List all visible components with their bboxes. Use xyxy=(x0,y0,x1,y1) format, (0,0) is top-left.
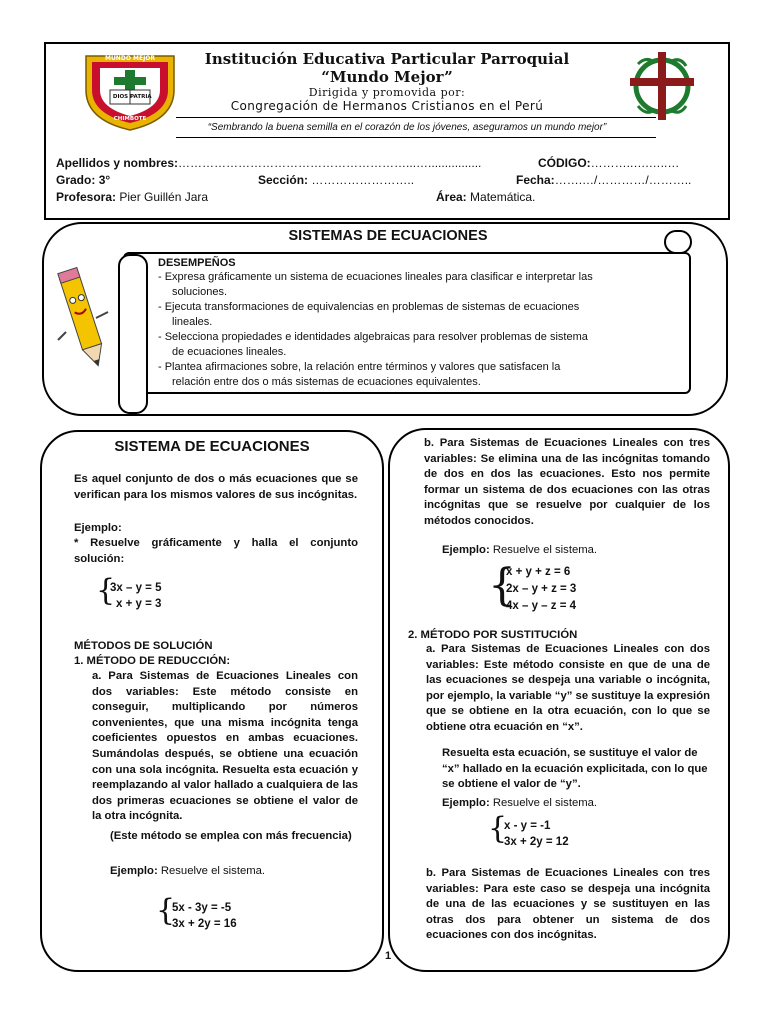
method2b-label: b. Para Sistemas de Ecuaciones Lineales con tres variables: xyxy=(426,867,710,895)
performance-4-line-1: - Plantea afirmaciones sobre, la relación entre términos y valores que satisfacen la xyxy=(158,361,561,373)
school-motto: “Sembrando la buena semilla en el corazón de los jóvenes, aseguramos un mundo mejor” xyxy=(207,122,607,133)
system3-eq-1: x + y + z = 6 xyxy=(506,566,571,578)
example2 xyxy=(110,864,265,880)
grade-value: 3° xyxy=(98,173,111,187)
system4-eq-2: 3x + 2y = 12 xyxy=(504,836,569,848)
teacher-field xyxy=(56,190,208,204)
example3-text: Resuelve el sistema. xyxy=(492,544,598,556)
method1b-label: b. Para Sistemas de Ecuaciones Lineales con tres variables: xyxy=(424,437,710,465)
names-field[interactable] xyxy=(56,156,481,170)
motto-line-bottom xyxy=(176,137,656,138)
performance-1-line-2: soluciones. xyxy=(172,286,228,298)
performance-3-line-1: - Selecciona propiedades e identidades algebraicas para resolver problemas de sistema xyxy=(158,331,588,343)
logo-top-text: MUNDO MEJOR xyxy=(104,55,156,62)
date-value: …….…/…………/……….. xyxy=(554,173,692,187)
header-box xyxy=(44,42,730,220)
system3 xyxy=(506,564,576,615)
method2-title: 2. MÉTODO POR SUSTITUCIÓN xyxy=(408,629,578,641)
school-name: “Mundo Mejor” xyxy=(321,68,453,86)
system3-brace: { xyxy=(488,560,516,611)
section-value: …………………….. xyxy=(311,173,415,187)
example3 xyxy=(442,543,597,559)
example4 xyxy=(442,796,597,812)
method2a-body: Este método consiste en que de una de las ecuaciones se despeja una variable o incógnita, por ejemplo, la variable “y” se sustituye la expresión que se obtiene en la otra ecuación, con lo que se obtiene otra ecuación en “x”. xyxy=(426,658,710,733)
system2 xyxy=(172,900,237,932)
system3-eq-3: 4x – y – z = 4 xyxy=(506,600,577,612)
grade-field[interactable] xyxy=(56,173,110,187)
system1-eq-2: x + y = 3 xyxy=(116,598,162,610)
names-label: Apellidos y nombres: xyxy=(56,156,179,170)
names-value: …………………………………………………...…................ xyxy=(178,156,482,170)
motto-line-top xyxy=(176,117,656,118)
system2-brace: { xyxy=(156,893,176,928)
directed-by: Dirigida y promovida por: xyxy=(308,86,466,99)
area-value: Matemática. xyxy=(470,190,536,204)
definition-text: Es aquel conjunto de dos o más ecuaciones que se verifican para los mismos valores de sus incógnitas. xyxy=(74,473,358,501)
performance-2-line-1: - Ejecuta transformaciones de equivalencias en problemas de sistemas de ecuaciones xyxy=(158,301,580,313)
grade-label: Grado: xyxy=(56,173,96,187)
teacher-label: Profesora: xyxy=(56,190,117,204)
date-field[interactable] xyxy=(516,173,691,187)
system2-eq-2: 3x + 2y = 16 xyxy=(172,918,237,930)
teacher-value: Pier Guillén Jara xyxy=(119,190,209,204)
example-label: Ejemplo: xyxy=(74,522,122,534)
performance-3-line-2: de ecuaciones lineales. xyxy=(172,346,287,358)
code-label: CÓDIGO: xyxy=(538,156,591,170)
code-field[interactable] xyxy=(538,156,679,170)
method2b-text xyxy=(426,866,710,944)
performances-title: DESEMPEÑOS xyxy=(158,257,236,269)
scroll-right-roll xyxy=(664,230,692,254)
method2b-body: Para este caso se despeja una incógnita de una de las ecuaciones y se sustituyen en las otras dos para obtener un sistema de dos ecuaciones con dos incógnitas. xyxy=(426,882,710,942)
system1-eq-1: 3x – y = 5 xyxy=(110,582,162,594)
example-text: * Resuelve gráficamente y halla el conjunto solución: xyxy=(74,537,358,565)
performance-1-line-1: - Expresa gráficamente un sistema de ecuaciones lineales para clasificar e interpretar las xyxy=(158,271,593,283)
example4-text: Resuelve el sistema. xyxy=(492,797,598,809)
page-number: 1 xyxy=(384,950,392,962)
logo-bottom-text: CHIMBOTE xyxy=(113,116,147,122)
method2a-text2: Resuelta esta ecuación, se sustituye el valor de “x” hallado en la ecuación explicitada, con lo que se obtiene el valor de “y”. xyxy=(442,747,708,791)
system4 xyxy=(504,818,569,850)
date-label: Fecha: xyxy=(516,173,555,187)
section-field[interactable] xyxy=(258,173,414,187)
example4-label: Ejemplo: xyxy=(442,797,490,809)
methods-title: MÉTODOS DE SOLUCIÓN xyxy=(74,640,213,652)
method1a-label: a. Para Sistemas de Ecuaciones Lineales con dos variables: xyxy=(92,670,358,698)
example3-label: Ejemplo: xyxy=(442,544,490,556)
method1-title: 1. MÉTODO DE REDUCCIÓN: xyxy=(74,655,231,667)
congregation: Congregación de Hermanos Cristianos en el Perú xyxy=(230,99,544,113)
system3-eq-2: 2x – y + z = 3 xyxy=(506,583,577,595)
system4-eq-1: x - y = -1 xyxy=(504,820,551,832)
method2a-text xyxy=(426,642,710,736)
cross-emblem-logo xyxy=(624,46,700,124)
logo-book-right: PATRIA xyxy=(130,94,152,100)
method1b-text xyxy=(424,436,710,530)
institution-name: Institución Educativa Particular Parroquial xyxy=(204,50,570,68)
scroll-left-roll xyxy=(118,254,148,414)
code-value: ………..….…..… xyxy=(590,156,680,170)
pencil-mascot-icon xyxy=(56,262,112,380)
system2-eq-1: 5x - 3y = -5 xyxy=(172,902,232,914)
system1 xyxy=(110,580,161,612)
area-label: Área: xyxy=(436,190,467,204)
section-label: Sección: xyxy=(258,173,309,187)
performance-2-line-2: lineales. xyxy=(172,316,213,328)
area-field xyxy=(436,190,535,204)
system4-brace: { xyxy=(488,811,508,846)
section-title: SISTEMAS DE ECUACIONES xyxy=(288,228,488,244)
performance-4-line-2: relación entre dos o más sistemas de ecuaciones equivalentes. xyxy=(172,376,481,388)
method2a-label: a. Para Sistemas de Ecuaciones Lineales con dos variables: xyxy=(426,643,710,671)
example2-text: Resuelve el sistema. xyxy=(160,865,266,877)
system1-brace: { xyxy=(96,573,116,608)
left-column-title: SISTEMA DE ECUACIONES xyxy=(114,438,310,455)
example2-label: Ejemplo: xyxy=(110,865,158,877)
method1b-body: Se elimina una de las incógnitas tomando de dos en dos las ecuaciones. Esto nos permite formar un sistema de dos ecuaciones con las otras incógnitas que se resuelve por cualquier de los métodos conocidos. xyxy=(424,452,710,527)
logo-book-left: DIOS xyxy=(112,94,129,100)
method1a-body: Este método consiste en conseguir, multiplicando por números convenientes, que una misma incógnita tenga coeficientes opuestos en ambas ecuaciones. Sumándolas después, se obtiene una ecuación con una sola incógnita. Resuelta esta ecuación y reemplazando al valor hallado a cualquiera de las dos primeras ecuaciones se obtiene el valor de la otra incógnita. xyxy=(92,685,358,823)
method1a-note: (Este método se emplea con más frecuencia) xyxy=(110,830,352,842)
method1a-text xyxy=(92,669,358,825)
performance-item xyxy=(158,270,670,390)
